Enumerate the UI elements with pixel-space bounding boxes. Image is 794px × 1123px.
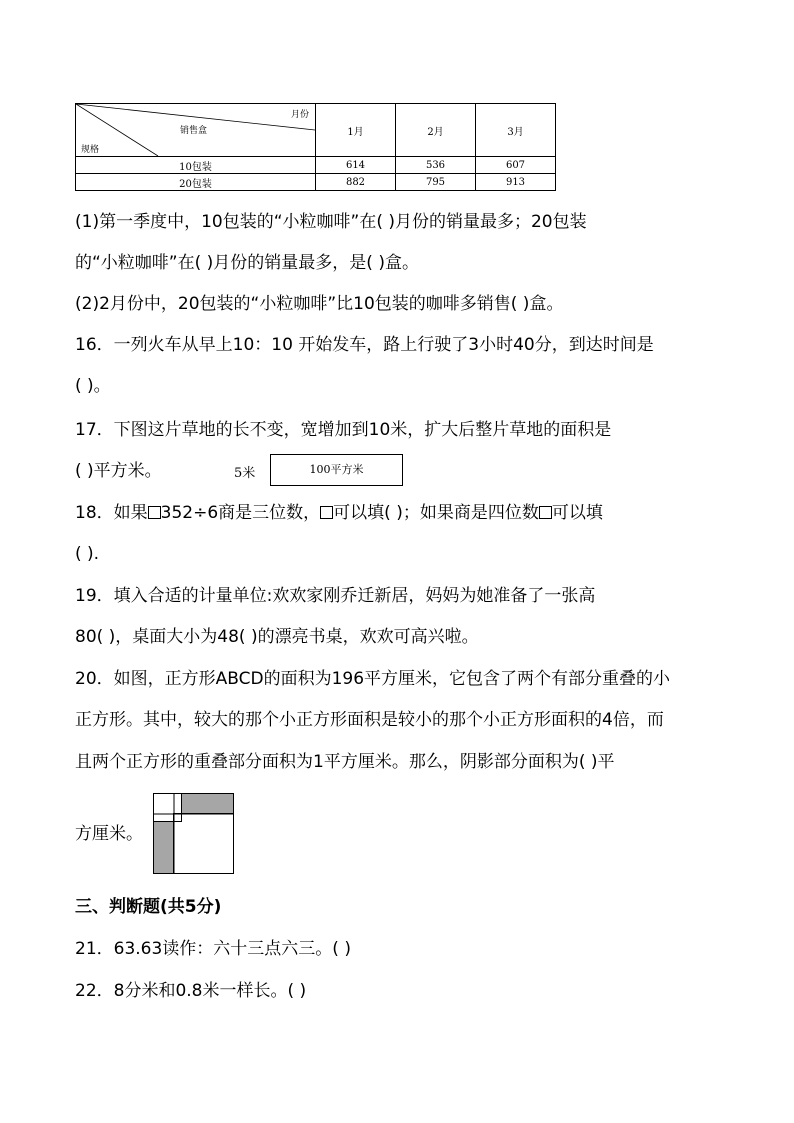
q18-text-b: 352÷6商是三位数，: [160, 503, 321, 523]
q20-line-3: 且两个正方形的重叠部分面积为1平方厘米。那么，阴影部分面积为( )平: [75, 752, 615, 772]
corner-sales-label: 销售盒: [180, 126, 208, 136]
q18-text-d: 可以填: [551, 503, 603, 523]
q15-line-3: (2)2月份中，20包装的“小粒咖啡”比10包装的咖啡多销售( )盒。: [75, 294, 564, 314]
table-cell: 795: [396, 174, 476, 191]
corner-month-label: 月份: [290, 110, 309, 120]
table-corner-cell: [76, 104, 316, 157]
row-label: 10包装: [76, 157, 316, 174]
q21-text: 21．63.63读作：六十三点六三。( ): [75, 939, 351, 959]
q17-line-2: ( )平方米。: [75, 461, 162, 481]
row-label: 20包装: [76, 174, 316, 191]
table-cell: 913: [476, 174, 556, 191]
table-row: [76, 174, 556, 191]
q20-line-4: 方厘米。: [75, 824, 143, 844]
table-row: [76, 157, 556, 174]
q18-line-2: ( ).: [75, 544, 100, 564]
table-cell: 614: [316, 157, 396, 174]
blank-square-icon: [148, 506, 161, 519]
q20-line-2: 正方形。其中，较大的那个小正方形面积是较小的那个小正方形面积的4倍，而: [75, 710, 664, 730]
q17-grass-rectangle: 100平方米: [270, 454, 403, 486]
sales-table: [75, 103, 556, 191]
month-header: 3月: [476, 104, 556, 157]
table-cell: 882: [316, 174, 396, 191]
shaded-region-top: [181, 794, 233, 814]
table-cell: 536: [396, 157, 476, 174]
q16-line-2: ( )。: [75, 376, 111, 396]
q19-line-1: 19．填入合适的计量单位:欢欢家刚乔迁新居，妈妈为她准备了一张高: [75, 586, 596, 606]
blank-square-icon: [320, 506, 333, 519]
table-cell: 607: [476, 157, 556, 174]
q15-line-2: 的“小粒咖啡”在( )月份的销量最多，是( )盒。: [75, 253, 419, 273]
month-header: 2月: [396, 104, 476, 157]
q22-text: 22．8分米和0.8米一样长。( ): [75, 981, 307, 1001]
q20-line-1: 20．如图，正方形ABCD的面积为196平方厘米，它包含了两个有部分重叠的小: [75, 669, 671, 689]
q18-line-1: [75, 503, 603, 523]
section-3-title: 三、判断题(共5分): [75, 897, 222, 917]
q17-width-label: 5米: [234, 466, 256, 481]
q18-text-a: 18．如果: [75, 503, 148, 523]
q19-line-2: 80( )，桌面大小为48( )的漂亮书桌，欢欢可高兴啦。: [75, 627, 479, 647]
q20-squares-figure: [153, 793, 235, 875]
q16-line-1: 16．一列火车从早上10：10 开始发车，路上行驶了3小时40分，到达时间是: [75, 335, 654, 355]
blank-square-icon: [539, 506, 552, 519]
month-header: 1月: [316, 104, 396, 157]
q17-line-1: 17．下图这片草地的长不变，宽增加到10米，扩大后整片草地的面积是: [75, 420, 612, 440]
shaded-region-left: [154, 821, 174, 873]
q15-line-1: (1)第一季度中，10包装的“小粒咖啡”在( )月份的销量最多；20包装: [75, 212, 587, 232]
corner-spec-label: 规格: [81, 145, 100, 155]
q18-text-c: 可以填( )；如果商是四位数: [333, 503, 539, 523]
